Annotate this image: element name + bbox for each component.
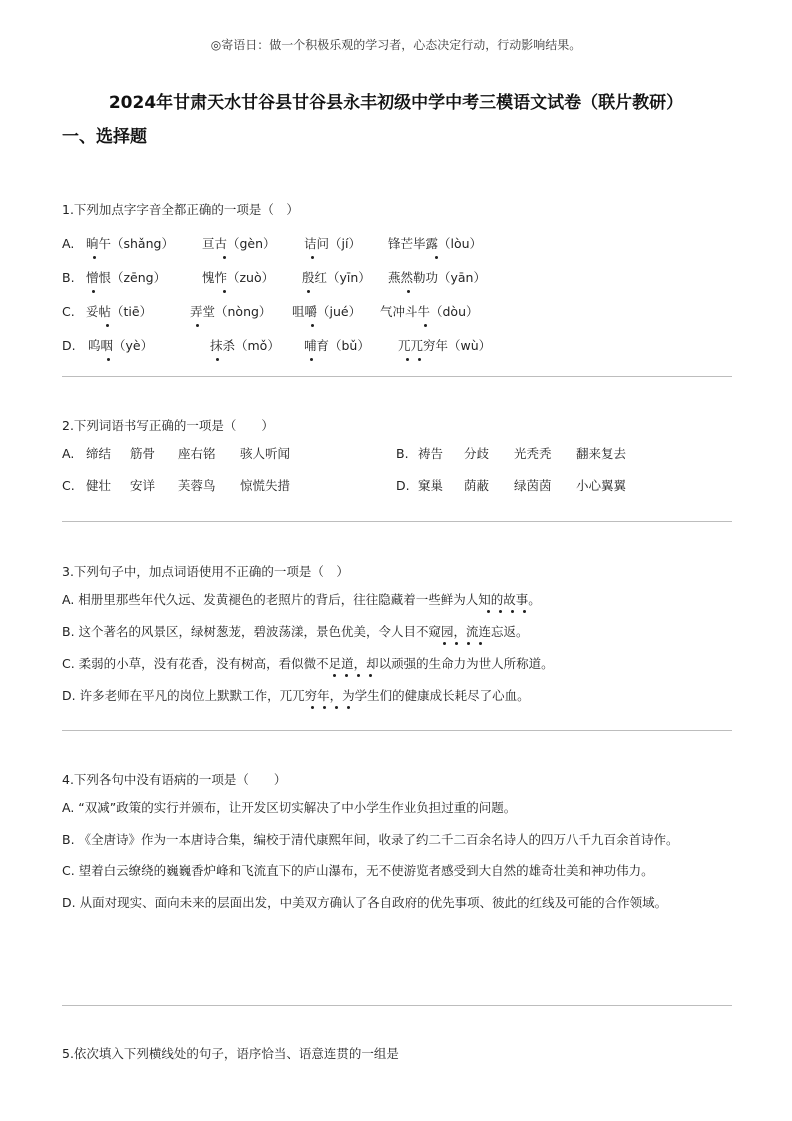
emphasis-dot [196,324,199,327]
question-2 [62,416,730,502]
emphasis-dot [310,358,313,361]
option-item: 缔结 [86,446,112,461]
option-item: 健壮 [86,478,112,493]
option-item: 筋骨 [130,446,156,461]
emphasis-dot [347,706,350,709]
option-item: 呜咽（yè） [88,338,154,353]
question-3-option-c [62,648,730,680]
emphasis-dot [406,358,409,361]
option-item: 座右铭 [178,446,216,461]
question-divider [62,1005,732,1006]
option-letter: B. [396,446,409,461]
question-1 [62,200,730,363]
emphasis-dot [333,674,336,677]
option-item: 愧怍（zuò） [202,270,275,285]
option-item: 哺育（bǔ） [304,338,370,353]
option-text: C. 望着白云缭绕的巍巍香炉峰和飞流直下的庐山瀑布，无不使游览者感受到大自然的雄奇壮美和神功伟力。 [62,863,654,878]
emphasis-dot [479,642,482,645]
emphasis-dot [487,610,490,613]
emphasis-dot [223,256,226,259]
option-item: 亘古（gèn） [202,236,276,251]
emphasis-dot [307,290,310,293]
question-1-option-d [62,329,730,363]
emphasis-dot [311,256,314,259]
emphasis-dot [92,290,95,293]
option-letter: C. [62,304,75,319]
option-text: A. 相册里那些年代久远、发黄褪色的老照片的背后，往往隐藏着一些鲜为人知的故事。 [62,592,541,607]
option-letter: B. [62,270,75,285]
question-2-options-cd [62,470,730,502]
option-item: 燕然勒功（yān） [388,270,486,285]
emphasis-dot [311,324,314,327]
option-letter: D. [396,478,410,493]
emphasis-dot [357,674,360,677]
option-item: 绿茵茵 [514,478,552,493]
option-item: 惊慌失措 [240,478,291,493]
question-4 [62,770,730,918]
option-item: 安详 [130,478,156,493]
emphasis-dot [435,256,438,259]
emphasis-dot [523,610,526,613]
emphasis-dot [443,642,446,645]
exam-title: 2024年甘肃天水甘谷县甘谷县永丰初级中学中考三模语文试卷（联片教研） [108,93,684,113]
emphasis-dot [424,324,427,327]
question-4-stem: 4.下列各句中没有语病的一项是（ ） [62,772,287,787]
emphasis-dot [106,324,109,327]
option-item: 诘问（jí） [304,236,361,251]
question-3-option-d [62,680,730,712]
question-1-option-c [62,295,730,329]
option-item: 分歧 [464,446,490,461]
emphasis-dot [323,706,326,709]
question-3-option-a [62,584,730,616]
option-item: 憎恨（zēng） [86,270,167,285]
question-4-option-d [62,887,730,918]
option-item: 光秃秃 [514,446,552,461]
emphasis-dot [345,674,348,677]
question-1-option-b [62,261,730,295]
option-item: 骇人听闻 [240,446,291,461]
emphasis-dot [467,642,470,645]
question-4-option-b [62,824,730,855]
question-4-option-c [62,855,730,887]
question-3-stem: 3.下列句子中，加点词语使用不正确的一项是（ ） [62,564,349,579]
question-1-option-a [62,227,730,261]
option-item: 小心翼翼 [576,478,627,493]
option-item: 殷红（yīn） [302,270,371,285]
option-item: 锋芒毕露（lòu） [388,236,483,251]
option-letter: D. [62,338,76,353]
option-text: B. 《全唐诗》作为一本唐诗合集，编校于清代康熙年间，收录了约二千二百余名诗人的四万八千九百余首诗作。 [62,832,679,847]
option-item: 咀嚼（jué） [292,304,362,319]
emphasis-dot [335,706,338,709]
emphasis-dot [455,642,458,645]
question-divider [62,521,732,522]
option-item: 祷告 [418,446,444,461]
question-3 [62,562,730,712]
option-item: 芙蓉鸟 [178,478,216,493]
question-1-stem: 1.下列加点字字音全都正确的一项是（ ） [62,202,299,217]
emphasis-dot [499,610,502,613]
option-letter: C. [62,478,75,493]
option-letter: A. [62,236,75,251]
option-item: 气冲斗牛（dòu） [380,304,479,319]
emphasis-dot [418,358,421,361]
option-text: B. 这个著名的风景区，绿树葱茏，碧波荡漾，景色优美，令人目不窥园，流连忘返。 [62,624,529,639]
option-item: 翻来复去 [576,446,627,461]
option-item: 荫蔽 [464,478,490,493]
option-letter: A. [62,446,75,461]
emphasis-dot [93,256,96,259]
question-divider [62,730,732,731]
option-text: A. “双减”政策的实行并颁布，让开发区切实解决了中小学生作业负担过重的问题。 [62,800,517,815]
emphasis-dot [511,610,514,613]
emphasis-dot [223,290,226,293]
option-item: 窠巢 [418,478,444,493]
header-motto: ◎寄语日：做一个积极乐观的学习者，心态决定行动，行动影响结果。 [210,38,582,52]
option-item: 晌午（shǎng） [86,236,174,251]
option-text: D. 许多老师在平凡的岗位上默默工作，兀兀穷年，为学生们的健康成长耗尽了心血。 [62,688,530,703]
option-item: 兀兀穷年（wù） [398,338,492,353]
emphasis-dot [107,358,110,361]
question-2-options-ab [62,438,730,470]
section-heading: 一、选择题 [62,127,147,147]
question-5 [62,1044,730,1064]
emphasis-dot [311,706,314,709]
option-text: C. 柔弱的小草，没有花香，没有树高，看似微不足道，却以顽强的生命力为世人所称道。 [62,656,554,671]
option-item: 弄堂（nòng） [190,304,272,319]
emphasis-dot [407,290,410,293]
question-3-option-b [62,616,730,648]
emphasis-dot [369,674,372,677]
question-2-stem: 2.下列词语书写正确的一项是（ ） [62,418,274,433]
option-item: 抹杀（mǒ） [210,338,280,353]
question-5-stem: 5.依次填入下列横线处的句子，语序恰当、语意连贯的一组是 [62,1046,399,1061]
question-divider [62,376,732,377]
option-text: D. 从面对现实、面向未来的层面出发，中美双方确认了各自政府的优先事项、彼此的红线及可能的合作领域。 [62,895,668,910]
question-4-option-a [62,792,730,824]
option-item: 妥帖（tiē） [86,304,153,319]
emphasis-dot [216,358,219,361]
